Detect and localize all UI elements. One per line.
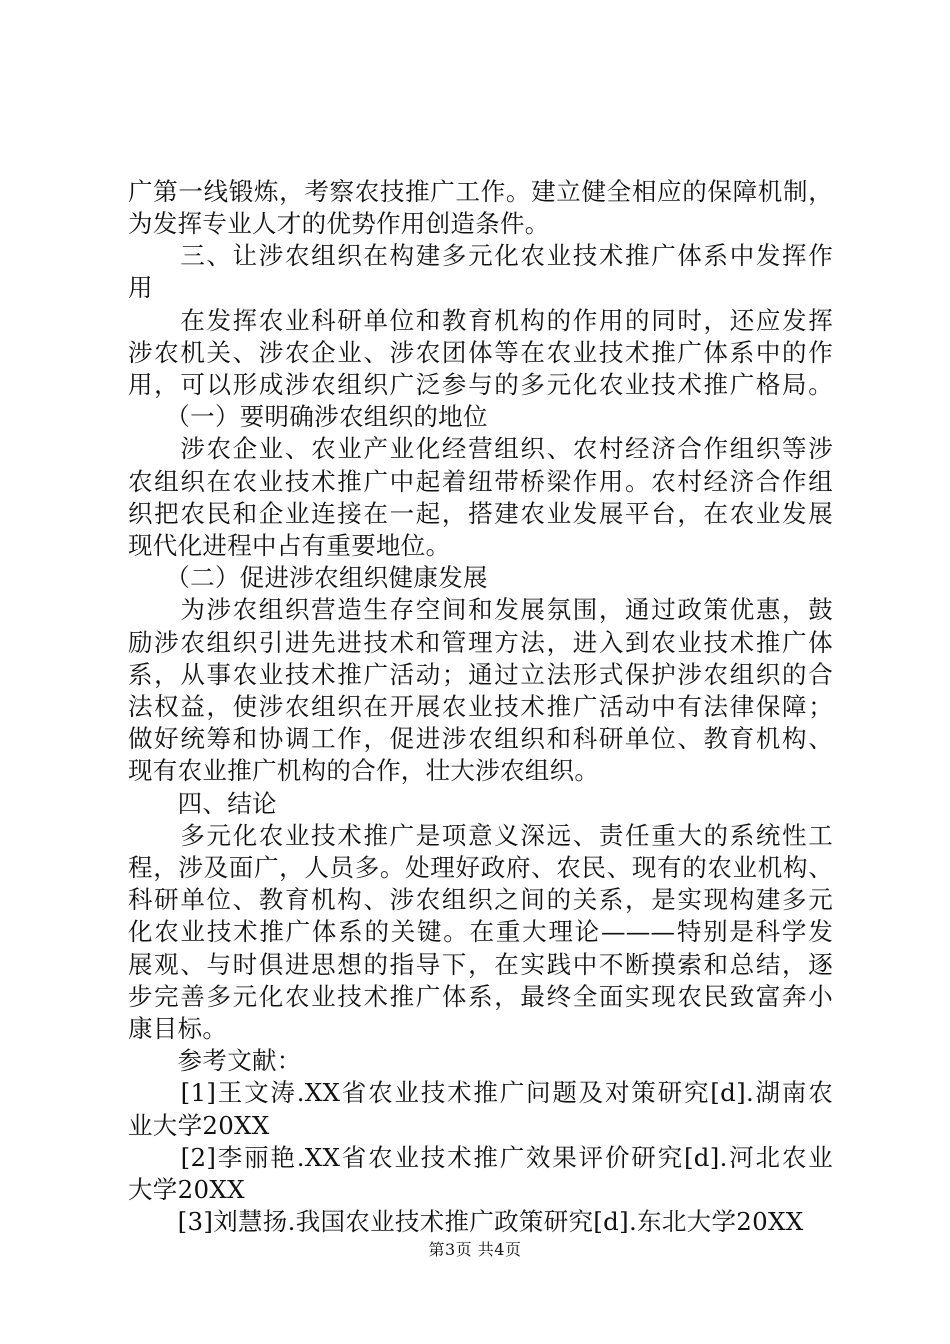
text-line: 法权益，使涉农组织在开展农业技术推广活动中有法律保障； — [128, 692, 833, 721]
reference-item: [1]王文涛.XX省农业技术推广问题及对策研究[d].湖南农 — [128, 1078, 833, 1107]
references-heading: 参考文献： — [128, 1046, 302, 1075]
text-line: 为涉农组织营造生存空间和发展氛围，通过政策优惠，鼓 — [128, 595, 833, 624]
reference-item: [3]刘慧扬.我国农业技术推广政策研究[d].东北大学20XX — [128, 1207, 804, 1236]
text-line: 系，从事农业技术推广活动；通过立法形式保护涉农组织的合 — [128, 660, 833, 689]
text-line: 现代化进程中占有重要地位。 — [128, 531, 451, 560]
text-line: 织把农民和企业连接在一起，搭建农业发展平台，在农业发展 — [128, 499, 833, 528]
text-line: 农组织在农业技术推广中起着纽带桥梁作用。农村经济合作组 — [128, 467, 833, 496]
text-line: 现有农业推广机构的合作，壮大涉农组织。 — [128, 756, 600, 785]
section-heading: 三、让涉农组织在构建多元化农业技术推广体系中发挥作 — [128, 241, 833, 270]
text-line: 多元化农业技术推广是项意义深远、责任重大的系统性工 — [128, 821, 833, 850]
reference-item: [2]李丽艳.XX省农业技术推广效果评价研究[d].河北农业 — [128, 1143, 833, 1172]
text-line: 科研单位、教育机构、涉农组织之间的关系，是实现构建多元 — [128, 885, 833, 914]
text-line: 程，涉及面广，人员多。处理好政府、农民、现有的农业机构、 — [128, 853, 833, 882]
section-heading: 四、结论 — [128, 789, 277, 818]
text-line: 化农业技术推广体系的关键。在重大理论———特别是科学发 — [128, 917, 833, 946]
page-footer: 第3页 共4页 — [428, 1240, 522, 1259]
text-line: 用，可以形成涉农组织广泛参与的多元化农业技术推广格局。 — [128, 370, 833, 399]
section-heading-cont: 用 — [128, 273, 153, 302]
subsection-heading: （一）要明确涉农组织的地位 — [128, 402, 488, 431]
text-line: 为发挥专业人才的优势作用创造条件。 — [128, 209, 550, 238]
reference-item-cont: 业大学20XX — [128, 1111, 270, 1140]
text-line: 展观、与时俱进思想的指导下，在实践中不断摸索和总结，逐 — [128, 950, 833, 979]
text-line: 涉农企业、农业产业化经营组织、农村经济合作组织等涉 — [128, 434, 833, 463]
text-line: 涉农机关、涉农企业、涉农团体等在农业技术推广体系中的作 — [128, 338, 833, 367]
text-line: 康目标。 — [128, 1014, 228, 1043]
text-line: 广第一线锻炼，考察农技推广工作。建立健全相应的保障机制， — [128, 177, 833, 206]
text-line: 励涉农组织引进先进技术和管理方法，进入到农业技术推广体 — [128, 628, 833, 657]
text-line: 做好统筹和协调工作，促进涉农组织和科研单位、教育机构、 — [128, 724, 833, 753]
subsection-heading: （二）促进涉农组织健康发展 — [128, 563, 488, 592]
text-line: 步完善多元化农业技术推广体系，最终全面实现农民致富奔小 — [128, 982, 833, 1011]
reference-item-cont: 大学20XX — [128, 1175, 245, 1204]
text-line: 在发挥农业科研单位和教育机构的作用的同时，还应发挥 — [128, 306, 833, 335]
